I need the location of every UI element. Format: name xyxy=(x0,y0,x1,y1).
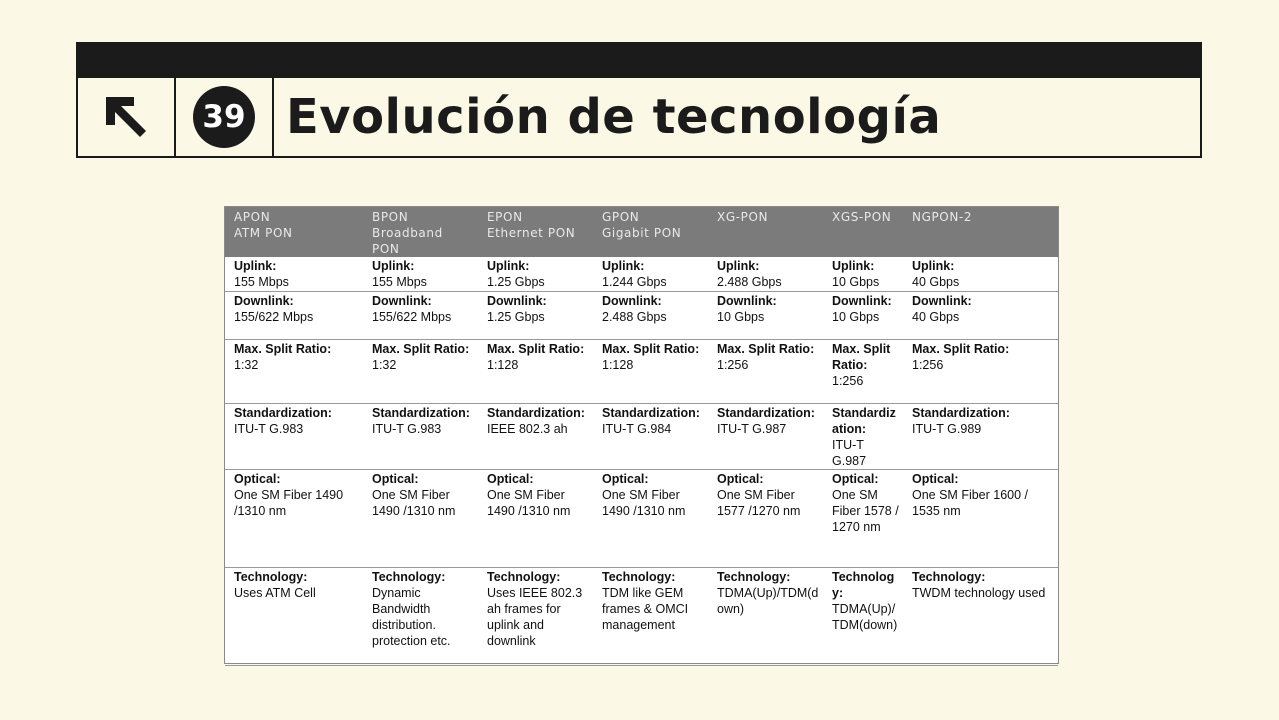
table-cell xyxy=(823,257,903,291)
table-cell xyxy=(903,339,1058,403)
table-cell xyxy=(593,291,708,339)
cell-value: TDM like GEM frames & OMCI management xyxy=(602,585,689,632)
cell-label: Standardization: xyxy=(372,405,470,420)
cell-label: Downlink: xyxy=(372,293,432,308)
cell-label: Uplink: xyxy=(602,259,645,273)
cell-value: TDMA(Up)/TDM(down) xyxy=(717,585,819,616)
cell-label: Downlink: xyxy=(234,293,294,308)
table-row-technology xyxy=(225,567,1058,665)
cell-label: Technology: xyxy=(717,569,791,584)
cell-label: Max. Split Ratio: xyxy=(234,341,332,356)
column-header xyxy=(823,207,903,257)
table-cell xyxy=(225,257,363,291)
table-cell xyxy=(823,567,903,665)
cell-value: 155/622 Mbps xyxy=(372,309,452,324)
cell-value: 1.244 Gbps xyxy=(602,275,667,289)
slide-header xyxy=(76,42,1202,158)
cell-value: 1:32 xyxy=(372,357,397,372)
table-cell xyxy=(593,469,708,567)
column-header-subtitle: ATM PON xyxy=(234,226,293,240)
cell-label: Technology: xyxy=(487,569,561,584)
cell-value: 1.25 Gbps xyxy=(487,309,545,324)
arrow-up-left-icon xyxy=(104,95,148,139)
cell-value: 155 Mbps xyxy=(372,275,427,289)
table-cell xyxy=(903,257,1058,291)
cell-value: ITU-T G.984 xyxy=(602,421,672,436)
slide-number: 39 xyxy=(193,86,255,148)
column-header xyxy=(903,207,1058,257)
cell-label: Downlink: xyxy=(832,293,892,308)
cell-value: TWDM technology used xyxy=(912,585,1046,600)
cell-value: Uses IEEE 802.3 ah frames for uplink and downlink xyxy=(487,585,583,648)
cell-label: Technology: xyxy=(832,569,895,600)
cell-label: Downlink: xyxy=(717,293,777,308)
column-header xyxy=(708,207,823,257)
cell-label: Technology: xyxy=(912,569,986,584)
table-cell xyxy=(708,403,823,469)
table-cell xyxy=(593,257,708,291)
comparison-table xyxy=(225,207,1058,666)
column-header-name: XG-PON xyxy=(717,210,769,224)
cell-label: Uplink: xyxy=(487,259,530,273)
column-header-name: GPON xyxy=(602,210,640,224)
cell-label: Max. Split Ratio: xyxy=(372,341,470,356)
table-cell xyxy=(823,291,903,339)
cell-value: 10 Gbps xyxy=(832,309,880,324)
cell-value: Uses ATM Cell xyxy=(234,585,316,600)
cell-label: Optical: xyxy=(832,471,879,486)
comparison-table-container xyxy=(224,206,1059,664)
cell-label: Standardization: xyxy=(487,405,585,420)
cell-value: 1:256 xyxy=(717,357,749,372)
cell-label: Optical: xyxy=(912,471,959,486)
table-cell xyxy=(823,469,903,567)
cell-label: Uplink: xyxy=(912,259,955,273)
cell-label: Optical: xyxy=(717,471,764,486)
table-cell xyxy=(708,469,823,567)
cell-label: Optical: xyxy=(234,471,281,486)
table-cell xyxy=(225,291,363,339)
table-cell xyxy=(363,291,478,339)
cell-value: 155 Mbps xyxy=(234,275,289,289)
cell-value: IEEE 802.3 ah xyxy=(487,421,568,436)
cell-value: 40 Gbps xyxy=(912,309,960,324)
column-header-name: BPON xyxy=(372,210,409,224)
cell-label: Standardization: xyxy=(717,405,815,420)
cell-value: One SM Fiber 1490 /1310 nm xyxy=(372,487,456,518)
back-button[interactable] xyxy=(78,78,176,156)
cell-value: 1.25 Gbps xyxy=(487,275,545,289)
table-cell xyxy=(478,291,593,339)
table-cell xyxy=(823,403,903,469)
cell-value: One SM Fiber 1578 / 1270 nm xyxy=(832,487,899,534)
cell-value: 1:256 xyxy=(912,357,944,372)
cell-value: ITU-T G.989 xyxy=(912,421,982,436)
cell-value: 2.488 Gbps xyxy=(717,275,782,289)
column-header-subtitle: Ethernet PON xyxy=(487,226,576,240)
table-cell xyxy=(903,403,1058,469)
table-cell xyxy=(708,257,823,291)
table-cell xyxy=(903,567,1058,665)
cell-value: 1:32 xyxy=(234,357,259,372)
table-cell xyxy=(363,339,478,403)
table-cell xyxy=(363,469,478,567)
cell-label: Technology: xyxy=(602,569,676,584)
cell-label: Uplink: xyxy=(832,259,875,273)
table-cell xyxy=(225,469,363,567)
table-row-uplink xyxy=(225,257,1058,291)
cell-label: Uplink: xyxy=(234,259,277,273)
column-header-subtitle: Broadband PON xyxy=(372,226,443,256)
cell-label: Optical: xyxy=(602,471,649,486)
column-header-name: EPON xyxy=(487,210,523,224)
cell-value: 2.488 Gbps xyxy=(602,309,667,324)
cell-label: Max. Split Ratio: xyxy=(717,341,815,356)
cell-label: Standardization: xyxy=(234,405,332,420)
cell-value: ITU-T G.983 xyxy=(372,421,442,436)
column-header-subtitle: Gigabit PON xyxy=(602,226,682,240)
table-cell xyxy=(363,567,478,665)
cell-label: Technology: xyxy=(372,569,446,584)
cell-value: 40 Gbps xyxy=(912,275,960,289)
table-cell xyxy=(363,257,478,291)
table-cell xyxy=(708,291,823,339)
table-cell xyxy=(708,339,823,403)
column-header xyxy=(363,207,478,257)
cell-value: 10 Gbps xyxy=(717,309,765,324)
table-cell xyxy=(823,339,903,403)
cell-value: One SM Fiber 1490 /1310 nm xyxy=(602,487,686,518)
column-header-name: XGS-PON xyxy=(832,210,892,224)
cell-label: Uplink: xyxy=(372,259,415,273)
cell-label: Downlink: xyxy=(912,293,972,308)
cell-value: 1:128 xyxy=(602,357,634,372)
cell-label: Optical: xyxy=(372,471,419,486)
table-row-split-ratio xyxy=(225,339,1058,403)
cell-label: Max. Split Ratio: xyxy=(832,341,891,372)
cell-label: Optical: xyxy=(487,471,534,486)
table-cell xyxy=(225,567,363,665)
table-header-row xyxy=(225,207,1058,257)
cell-label: Standardization: xyxy=(912,405,1010,420)
table-cell xyxy=(593,567,708,665)
column-header xyxy=(478,207,593,257)
cell-value: 10 Gbps xyxy=(832,275,880,289)
table-row-downlink xyxy=(225,291,1058,339)
cell-value: ITU-T G.987 xyxy=(717,421,787,436)
table-cell xyxy=(478,469,593,567)
cell-label: Standardization: xyxy=(602,405,700,420)
table-cell xyxy=(478,257,593,291)
cell-value: 1:256 xyxy=(832,373,864,388)
cell-value: One SM Fiber 1600 / 1535 nm xyxy=(912,487,1029,518)
table-row-optical xyxy=(225,469,1058,567)
table-cell xyxy=(363,403,478,469)
page-title: Evolución de tecnología xyxy=(286,89,942,145)
table-cell xyxy=(478,567,593,665)
cell-label: Standardization: xyxy=(832,405,896,436)
cell-label: Uplink: xyxy=(717,259,760,273)
cell-label: Max. Split Ratio: xyxy=(487,341,585,356)
table-cell xyxy=(478,339,593,403)
header-bar xyxy=(78,44,1200,78)
cell-value: Dynamic Bandwidth distribution. protection etc. xyxy=(372,585,451,648)
cell-value: One SM Fiber 1490 /1310 nm xyxy=(234,487,344,518)
column-header xyxy=(225,207,363,257)
cell-label: Technology: xyxy=(234,569,308,584)
cell-label: Downlink: xyxy=(602,293,662,308)
table-cell xyxy=(593,339,708,403)
table-cell xyxy=(225,339,363,403)
table-cell xyxy=(478,403,593,469)
table-cell xyxy=(225,403,363,469)
cell-value: ITU-T G.987 xyxy=(832,437,867,468)
cell-label: Downlink: xyxy=(487,293,547,308)
table-body xyxy=(225,257,1058,665)
table-cell xyxy=(708,567,823,665)
cell-label: Max. Split Ratio: xyxy=(602,341,700,356)
cell-value: ITU-T G.983 xyxy=(234,421,304,436)
table-cell xyxy=(903,469,1058,567)
table-cell xyxy=(593,403,708,469)
cell-value: 1:128 xyxy=(487,357,519,372)
cell-value: TDMA(Up)/TDM(down) xyxy=(832,601,898,632)
column-header xyxy=(593,207,708,257)
slide-number-cell xyxy=(176,78,274,156)
cell-value: 155/622 Mbps xyxy=(234,309,314,324)
cell-label: Max. Split Ratio: xyxy=(912,341,1010,356)
column-header-name: NGPON-2 xyxy=(912,210,973,224)
cell-value: One SM Fiber 1577 /1270 nm xyxy=(717,487,801,518)
column-header-name: APON xyxy=(234,210,271,224)
cell-value: One SM Fiber 1490 /1310 nm xyxy=(487,487,571,518)
table-row-standardization xyxy=(225,403,1058,469)
table-cell xyxy=(903,291,1058,339)
